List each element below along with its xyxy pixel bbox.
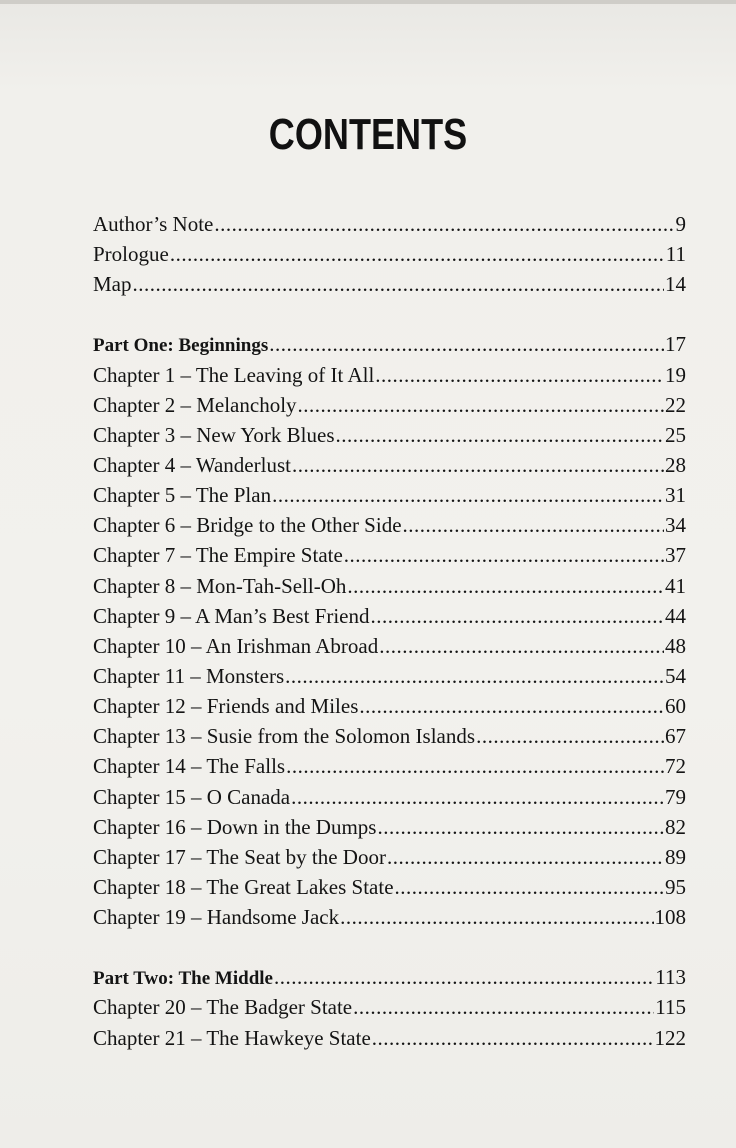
toc-entry-label: Part Two: The Middle — [93, 968, 273, 990]
toc-entry-label: Part One: Beginnings — [93, 335, 269, 357]
dot-leader — [371, 604, 665, 629]
section-gap — [93, 302, 686, 332]
toc-entry — [93, 664, 686, 694]
dot-leader — [353, 995, 654, 1020]
toc-entry — [93, 604, 686, 634]
dot-leader — [298, 393, 664, 418]
dot-leader — [395, 875, 664, 900]
toc-entry — [93, 875, 686, 905]
toc-entry-label: Chapter 9 – A Man’s Best Friend — [93, 603, 370, 628]
toc-entry — [93, 905, 686, 935]
toc-entry — [93, 483, 686, 513]
dot-leader — [286, 754, 664, 779]
dot-leader — [214, 212, 674, 237]
dot-leader — [344, 543, 664, 568]
dot-leader — [269, 332, 664, 357]
toc-entry-page-number: 37 — [665, 543, 686, 568]
toc-entry-page-number: 89 — [665, 844, 686, 869]
dot-leader — [274, 965, 654, 990]
dot-leader — [476, 724, 664, 749]
dot-leader — [340, 905, 653, 930]
toc-entry-page-number: 34 — [665, 513, 686, 538]
section-gap — [93, 935, 686, 965]
dot-leader — [336, 423, 665, 448]
dot-leader — [347, 574, 664, 599]
toc-entry-page-number: 25 — [665, 422, 686, 447]
toc-entry — [93, 754, 686, 784]
toc-entry — [93, 453, 686, 483]
toc-entry — [93, 634, 686, 664]
toc-entry — [93, 845, 686, 875]
table-of-contents — [93, 212, 686, 1056]
toc-entry-page-number: 41 — [665, 573, 686, 598]
toc-entry-page-number: 79 — [665, 784, 686, 809]
dot-leader — [272, 483, 664, 508]
toc-part-entry — [93, 965, 686, 995]
dot-leader — [292, 453, 664, 478]
toc-entry — [93, 785, 686, 815]
contents-title: CONTENTS — [268, 110, 468, 159]
toc-entry-page-number: 14 — [665, 272, 686, 297]
dot-leader — [377, 815, 664, 840]
toc-entry-page-number: 17 — [665, 332, 686, 357]
dot-leader — [170, 242, 665, 267]
toc-entry-label: Chapter 11 – Monsters — [93, 663, 285, 688]
toc-entry-label: Chapter 10 – An Irishman Abroad — [93, 633, 379, 658]
toc-entry-label: Chapter 14 – The Falls — [93, 754, 286, 779]
toc-entry — [93, 272, 686, 302]
toc-entry-page-number: 54 — [665, 663, 686, 688]
toc-entry-page-number: 115 — [655, 995, 686, 1020]
toc-entry-label: Chapter 8 – Mon-Tah-Sell-Oh — [93, 573, 347, 598]
toc-part-entry — [93, 332, 686, 362]
toc-entry-page-number: 108 — [654, 905, 686, 930]
toc-entry — [93, 242, 686, 272]
toc-entry-page-number: 122 — [654, 1025, 686, 1050]
toc-entry-label: Chapter 19 – Handsome Jack — [93, 905, 340, 930]
toc-entry — [93, 995, 686, 1025]
toc-entry-page-number: 9 — [675, 212, 686, 236]
dot-leader — [291, 785, 664, 810]
toc-entry-page-number: 11 — [665, 242, 686, 267]
toc-entry-page-number: 95 — [665, 874, 686, 899]
toc-entry-page-number: 82 — [665, 814, 686, 839]
toc-entry-label: Chapter 7 – The Empire State — [93, 543, 343, 568]
toc-entry-page-number: 19 — [665, 362, 686, 387]
toc-entry-label: Author’s Note — [93, 212, 214, 236]
toc-entry-label: Chapter 3 – New York Blues — [93, 422, 335, 447]
toc-entry-label: Chapter 20 – The Badger State — [93, 995, 353, 1020]
toc-entry-label: Chapter 18 – The Great Lakes State — [93, 874, 394, 899]
toc-entry — [93, 363, 686, 393]
toc-entry-label: Chapter 21 – The Hawkeye State — [93, 1025, 371, 1050]
toc-entry — [93, 574, 686, 604]
toc-entry-page-number: 67 — [665, 724, 686, 749]
toc-entry-label: Chapter 6 – Bridge to the Other Side — [93, 513, 402, 538]
toc-entry-page-number: 48 — [665, 633, 686, 658]
toc-entry — [93, 724, 686, 754]
dot-leader — [403, 513, 664, 538]
toc-entry-page-number: 28 — [665, 452, 686, 477]
toc-entry-page-number: 44 — [665, 603, 686, 628]
dot-leader — [379, 634, 664, 659]
toc-entry-label: Chapter 17 – The Seat by the Door — [93, 844, 386, 869]
toc-entry — [93, 694, 686, 724]
dot-leader — [285, 664, 664, 689]
toc-entry-page-number: 31 — [665, 483, 686, 508]
dot-leader — [133, 272, 665, 297]
dot-leader — [372, 1026, 654, 1051]
toc-entry — [93, 423, 686, 453]
toc-entry — [93, 543, 686, 573]
toc-entry-label: Chapter 4 – Wanderlust — [93, 452, 291, 477]
toc-entry-page-number: 22 — [665, 392, 686, 417]
toc-entry — [93, 815, 686, 845]
toc-entry — [93, 212, 686, 242]
toc-entry — [93, 1026, 686, 1056]
toc-entry-page-number: 72 — [665, 754, 686, 779]
toc-entry-label: Prologue — [93, 242, 169, 267]
dot-leader — [387, 845, 664, 870]
toc-entry-label: Map — [93, 272, 132, 297]
toc-entry — [93, 513, 686, 543]
toc-entry-page-number: 60 — [665, 694, 686, 719]
toc-entry-label: Chapter 5 – The Plan — [93, 483, 272, 508]
toc-entry-label: Chapter 13 – Susie from the Solomon Islands — [93, 724, 476, 749]
toc-entry-label: Chapter 1 – The Leaving of It All — [93, 362, 375, 387]
toc-entry-label: Chapter 16 – Down in the Dumps — [93, 814, 377, 839]
toc-entry-page-number: 113 — [655, 965, 686, 990]
toc-entry — [93, 393, 686, 423]
toc-entry-label: Chapter 2 – Melancholy — [93, 392, 297, 417]
toc-entry-label: Chapter 12 – Friends and Miles — [93, 694, 359, 719]
page-top-edge — [0, 0, 736, 4]
dot-leader — [375, 363, 664, 388]
dot-leader — [359, 694, 664, 719]
toc-entry-label: Chapter 15 – O Canada — [93, 784, 291, 809]
